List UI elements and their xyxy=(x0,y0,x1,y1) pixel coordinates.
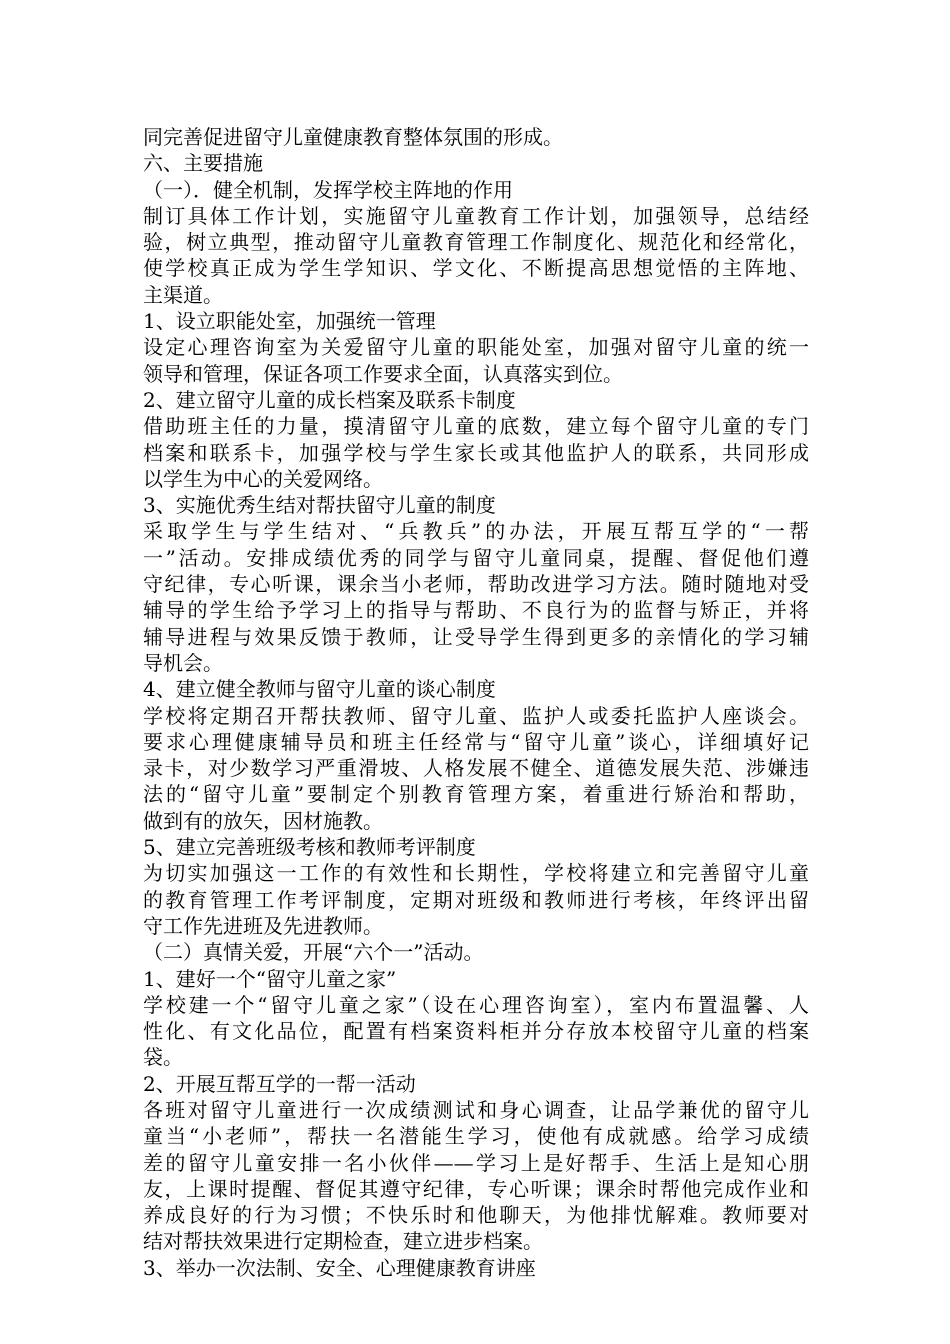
text-line: 录卡，对少数学习严重滑坡、人格发展不健全、道德发展失范、涉嫌违 xyxy=(143,756,809,781)
text-line: （二）真情关爱，开展“六个一”活动。 xyxy=(143,940,484,965)
text-line: 同完善促进留守儿童健康教育整体氛围的形成。 xyxy=(143,125,563,149)
text-line: 各班对留守儿童进行一次成绩测试和身心调查，让品学兼优的留守儿 xyxy=(143,1097,809,1122)
text-line: 导机会。 xyxy=(143,650,223,675)
text-line: 守工作先进班及先进教师。 xyxy=(143,913,383,938)
text-line: 制订具体工作计划，实施留守儿童教育工作计划，加强领导，总结经 xyxy=(143,203,809,228)
text-line: 法的“留守儿童”要制定个别教育管理方案，着重进行矫治和帮助， xyxy=(143,782,809,807)
text-line: 一”活动。安排成绩优秀的同学与留守儿童同桌，提醒、督促他们遵 xyxy=(143,545,809,570)
text-line: 性化、有文化品位，配置有档案资料柜并分存放本校留守儿童的档案 xyxy=(143,1019,809,1044)
text-line: 差的留守儿童安排一名小伙伴——学习上是好帮手、生活上是知心朋 xyxy=(143,1150,809,1175)
text-line: 设定心理咨询室为关爱留守儿童的职能处室，加强对留守儿童的统一 xyxy=(143,335,809,360)
text-line: 4、建立健全教师与留守儿童的谈心制度 xyxy=(143,677,496,702)
text-line: 养成良好的行为习惯；不快乐时和他聊天，为他排忧解难。教师要对 xyxy=(143,1203,809,1228)
text-line: 要求心理健康辅导员和班主任经常与“留守儿童”谈心，详细填好记 xyxy=(143,729,809,754)
text-line: 3、实施优秀生结对帮扶留守儿童的制度 xyxy=(143,493,496,518)
text-line: 5、建立完善班级考核和教师考评制度 xyxy=(143,835,476,860)
text-line: 学校建一个“留守儿童之家”（设在心理咨询室），室内布置温馨、人 xyxy=(143,992,809,1017)
text-line: 1、设立职能处室，加强统一管理 xyxy=(143,309,436,334)
text-line: 以学生为中心的关爱网络。 xyxy=(143,466,383,491)
text-line: 六、主要措施 xyxy=(143,151,263,176)
text-line: 使学校真正成为学生学知识、学文化、不断提高思想觉悟的主阵地、 xyxy=(143,256,809,281)
text-line: 为切实加强这一工作的有效性和长期性，学校将建立和完善留守儿童 xyxy=(143,861,809,886)
text-line: 的教育管理工作考评制度，定期对班级和教师进行考核，年终评出留 xyxy=(143,887,809,912)
text-line: 童当“小老师”，帮扶一名潜能生学习，使他有成就感。给学习成绩 xyxy=(143,1124,809,1149)
document-body xyxy=(143,124,809,1281)
text-line: 档案和联系卡，加强学校与学生家长或其他监护人的联系，共同形成 xyxy=(143,440,809,465)
text-line: 结对帮扶效果进行定期检查，建立进步档案。 xyxy=(143,1229,543,1254)
text-line: 辅导的学生给予学习上的指导与帮助、不良行为的监督与矫正，并将 xyxy=(143,598,809,623)
text-line: 学校将定期召开帮扶教师、留守儿童、监护人或委托监护人座谈会。 xyxy=(143,703,809,728)
text-line: 验，树立典型，推动留守儿童教育管理工作制度化、规范化和经常化， xyxy=(143,230,809,255)
text-line: 友，上课时提醒、督促其遵守纪律，专心听课；课余时帮他完成作业和 xyxy=(143,1176,809,1201)
text-line: 1、建好一个“留守儿童之家” xyxy=(143,966,397,991)
text-line: 做到有的放矢，因材施教。 xyxy=(143,808,383,833)
text-line: 主渠道。 xyxy=(143,282,223,307)
text-line: 2、开展互帮互学的一帮一活动 xyxy=(143,1071,416,1096)
text-line: （一）．健全机制，发挥学校主阵地的作用 xyxy=(143,177,513,202)
text-line: 领导和管理，保证各项工作要求全面，认真落实到位。 xyxy=(143,361,623,386)
text-line: 辅导进程与效果反馈于教师，让受导学生得到更多的亲情化的学习辅 xyxy=(143,624,809,649)
text-line: 采取学生与学生结对、“兵教兵”的办法，开展互帮互学的“一帮 xyxy=(143,519,809,544)
text-line: 2、建立留守儿童的成长档案及联系卡制度 xyxy=(143,387,516,412)
text-line: 3、举办一次法制、安全、心理健康教育讲座 xyxy=(143,1255,536,1280)
text-line: 袋。 xyxy=(143,1045,183,1070)
text-line: 借助班主任的力量，摸清留守儿童的底数，建立每个留守儿童的专门 xyxy=(143,414,809,439)
text-line: 守纪律，专心听课，课余当小老师，帮助改进学习方法。随时随地对受 xyxy=(143,572,809,597)
